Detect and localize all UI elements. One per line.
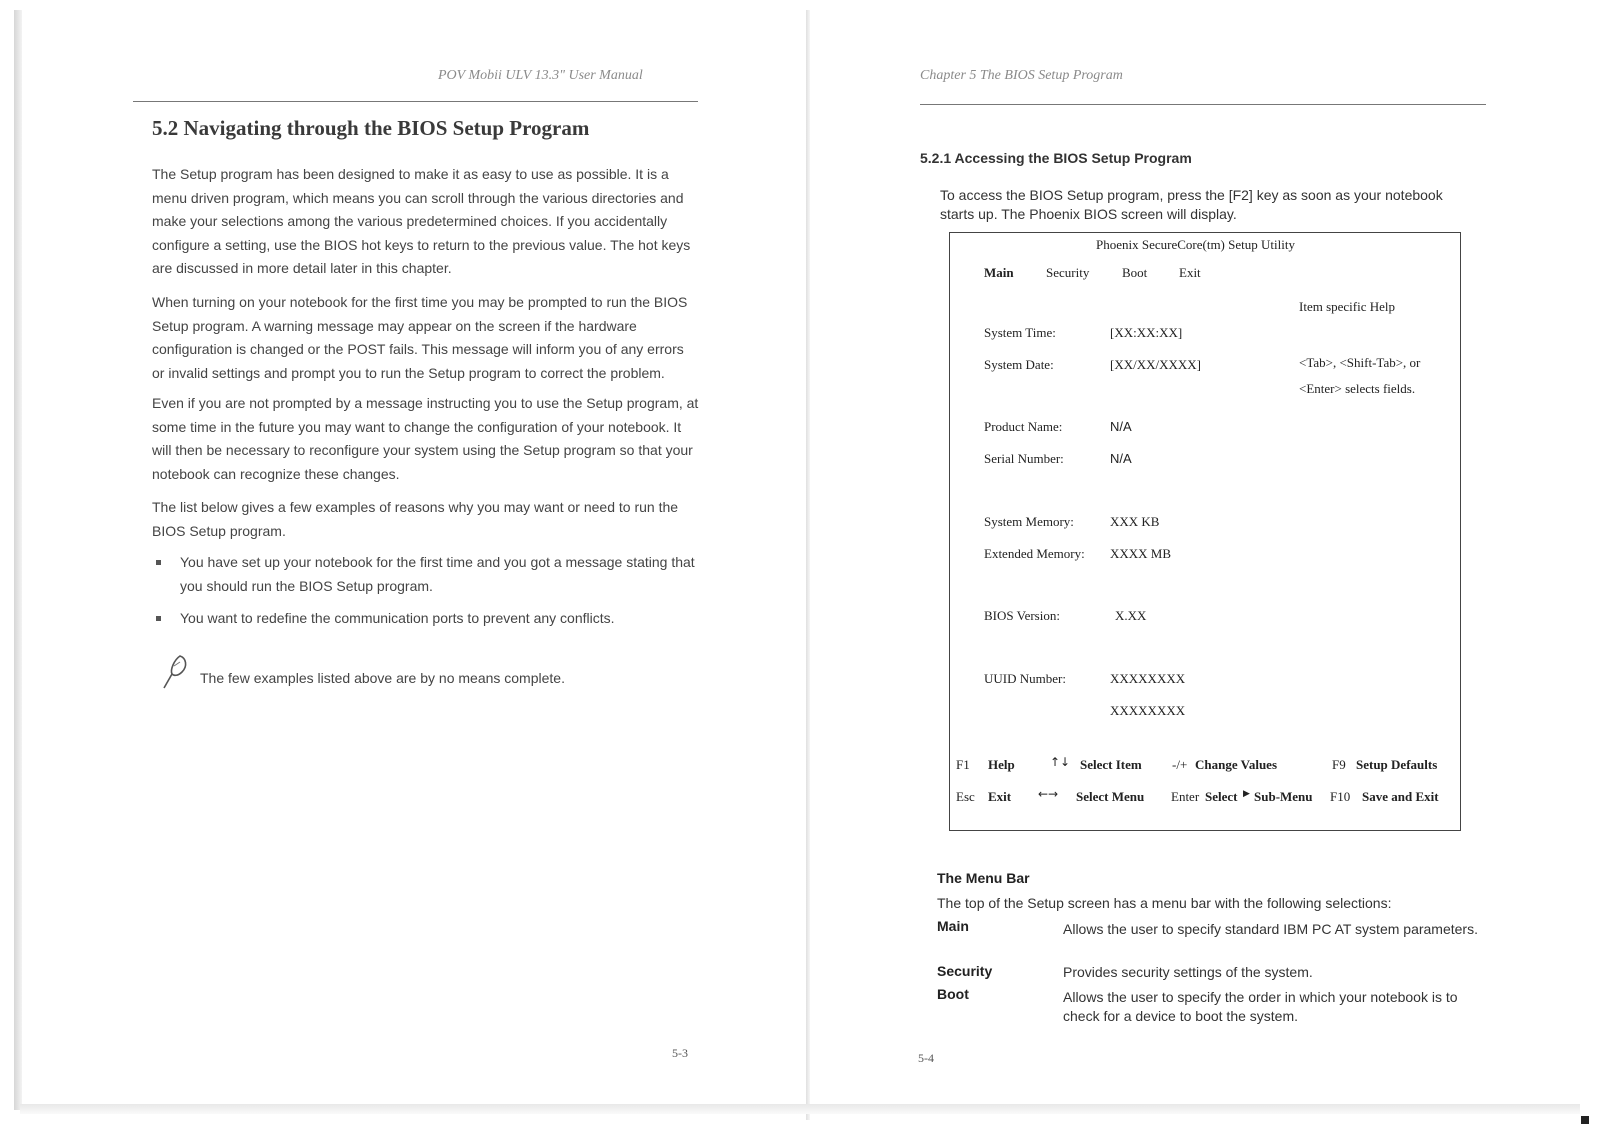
bios-help-title: Item specific Help <box>1299 299 1396 314</box>
bios-field-value: XXXX MB <box>1110 546 1172 561</box>
bullet-item <box>152 551 700 598</box>
bios-key: F1 <box>956 757 970 772</box>
bios-field-value: [XX/XX/XXXX] <box>1110 357 1201 372</box>
bios-key: Esc <box>956 789 975 804</box>
menu-definition: Allows the user to specify the order in which your notebook is to check for a device to boot the system. <box>1063 989 1458 1024</box>
bullet-icon <box>156 560 161 565</box>
bios-key-label: Select Menu <box>1076 789 1145 804</box>
left-right-arrows-icon: ←→ <box>1038 787 1059 801</box>
bullet-icon <box>156 616 161 621</box>
section-title: 5.2 Navigating through the BIOS Setup Program <box>152 116 590 140</box>
bios-field-label: Serial Number: <box>984 451 1064 466</box>
bios-help-line: <Tab>, <Shift-Tab>, or <box>1299 355 1421 370</box>
bios-menu-security: Security <box>1046 265 1090 280</box>
left-running-head: POV Mobii ULV 13.3" User Manual <box>438 68 643 83</box>
page-number-left: 5-3 <box>672 1046 688 1060</box>
bios-field-label: System Memory: <box>984 514 1074 529</box>
menu-definition: Provides security settings of the system. <box>1063 964 1313 980</box>
bios-key-label: Select <box>1205 789 1238 804</box>
page-number-right: 5-4 <box>918 1051 934 1065</box>
bios-menu-boot: Boot <box>1122 265 1148 280</box>
bios-field-value: XXXXXXXX <box>1110 703 1186 718</box>
bios-key-label: Sub-Menu <box>1254 789 1313 804</box>
triangle-right-icon: ▶ <box>1243 788 1250 798</box>
bios-key-label: Setup Defaults <box>1356 757 1438 772</box>
menu-term: Security <box>937 963 993 979</box>
left-header-rule <box>133 101 698 102</box>
bios-key-label: Select Item <box>1080 757 1142 772</box>
bios-menu-exit: Exit <box>1179 265 1201 280</box>
bios-field-value: XXXXXXXX <box>1110 671 1186 686</box>
paragraph-4: The list below gives a few examples of reasons why you may want or need to run the BIOS Setup program. <box>152 499 679 539</box>
right-header-rule <box>920 104 1486 105</box>
bios-key-label: Save and Exit <box>1362 789 1439 804</box>
bios-key: -/+ <box>1172 757 1188 772</box>
up-down-arrows-icon: ↑↓ <box>1050 755 1071 769</box>
note-text: The few examples listed above are by no means complete. <box>200 670 565 686</box>
bios-field-value: XXX KB <box>1110 514 1160 529</box>
bios-help-line: <Enter> selects fields. <box>1299 381 1416 396</box>
menubar-heading: The Menu Bar <box>937 870 1030 886</box>
scan-corner-mark <box>1581 1116 1589 1124</box>
bios-field-label: BIOS Version: <box>984 608 1060 623</box>
pen-note-icon <box>160 652 190 692</box>
menu-term: Boot <box>937 986 969 1002</box>
bullet-text: You want to redefine the communication ports to prevent any conflicts. <box>180 610 615 626</box>
bios-field-label: System Time: <box>984 325 1056 340</box>
bios-key: F9 <box>1332 757 1346 772</box>
bios-field-value: N/A <box>1110 419 1132 434</box>
menu-term: Main <box>937 918 969 934</box>
menu-definition: Allows the user to specify standard IBM PC AT system parameters. <box>1063 921 1478 937</box>
bios-key: F10 <box>1330 789 1351 804</box>
bios-field-label: UUID Number: <box>984 671 1066 686</box>
center-binding-shadow <box>806 10 810 1120</box>
bios-field-label: System Date: <box>984 357 1054 372</box>
paragraph-2: When turning on your notebook for the first time you may be prompted to run the BIOS Setup program. A warning message may appear on the screen if the hardware configuration is changed or the POST fails. This message will inform you of any errors or invalid settings and prompt you to run the Setup program to correct the problem. <box>152 294 688 381</box>
bullet-text: You have set up your notebook for the first time and you got a message stating that you should run the BIOS Setup program. <box>180 554 695 594</box>
menubar-description: The top of the Setup screen has a menu bar with the following selections: <box>937 895 1392 911</box>
subsection-title: 5.2.1 Accessing the BIOS Setup Program <box>920 150 1192 166</box>
intro-paragraph: To access the BIOS Setup program, press the [F2] key as soon as your notebook starts up. The Phoenix BIOS screen will display. <box>940 187 1443 222</box>
bios-key: Enter <box>1171 789 1200 804</box>
bios-field-label: Extended Memory: <box>984 546 1085 561</box>
bios-key-label: Help <box>988 757 1015 772</box>
bios-field-label: Product Name: <box>984 419 1063 434</box>
bios-title: Phoenix SecureCore(tm) Setup Utility <box>1096 237 1295 252</box>
paragraph-1: The Setup program has been designed to make it as easy to use as possible. It is a menu driven program, which means you can scroll through the various directories and make your selections among the various predetermined choices. If you accidentally configure a setting, use the BIOS hot keys to return to the previous value. The hot keys are discussed in more detail later in this chapter. <box>152 166 691 276</box>
right-running-head: Chapter 5 The BIOS Setup Program <box>920 68 1123 83</box>
bios-field-value: X.XX <box>1115 608 1147 623</box>
bios-screen <box>949 232 1461 831</box>
paragraph-3: Even if you are not prompted by a message instructing you to use the Setup program, at some time in the future you may want to change the configuration of your notebook. It will then be necessary to reconfigure your system using the Setup program so that your notebook can recognize these changes. <box>152 395 699 482</box>
bios-field-value: N/A <box>1110 451 1132 466</box>
bullet-item <box>152 607 700 631</box>
bios-menu-main: Main <box>984 265 1014 280</box>
bios-key-label: Exit <box>988 789 1012 804</box>
bios-field-value: [XX:XX:XX] <box>1110 325 1183 340</box>
bios-key-label: Change Values <box>1195 757 1277 772</box>
